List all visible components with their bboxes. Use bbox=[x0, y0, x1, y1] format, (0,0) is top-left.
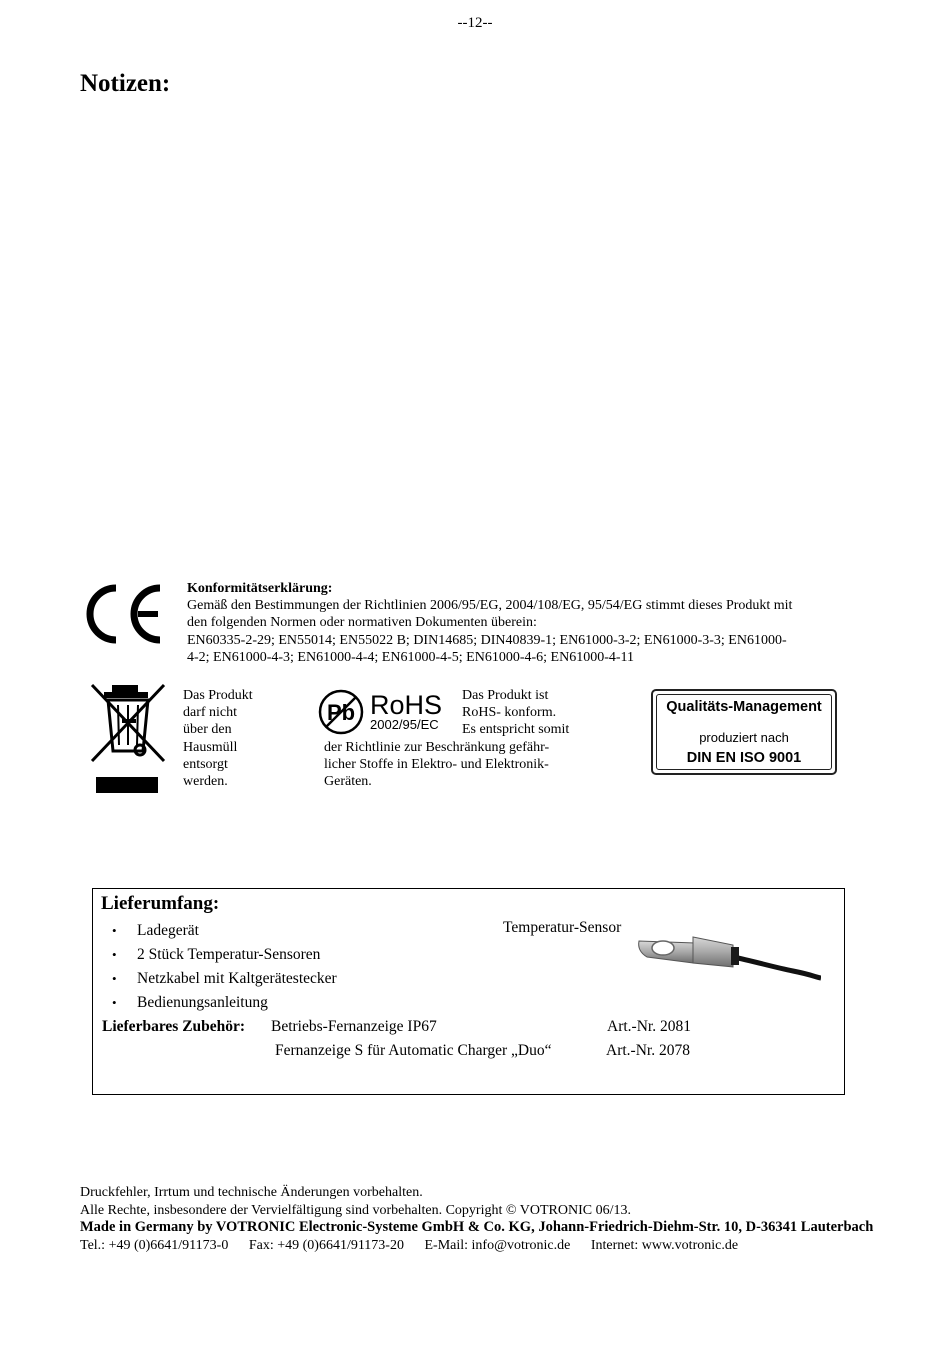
weee-line: über den bbox=[183, 722, 232, 738]
rohs-notice-bottom bbox=[324, 739, 624, 791]
conformity-line: 4-2; EN61000-4-3; EN61000-4-4; EN61000-4-5; EN61000-4-6; EN61000-4-11 bbox=[187, 649, 635, 665]
footer-fax: Fax: +49 (0)6641/91173-20 bbox=[248, 1237, 404, 1253]
list-item-text: Netzkabel mit Kaltgerätestecker bbox=[137, 970, 337, 987]
rohs-line: der Richtlinie zur Beschränkung gefähr- bbox=[324, 740, 550, 755]
footer-copyright: Alle Rechte, insbesondere der Vervielfältigung sind vorbehalten. Copyright © VOTRONIC 06/13. bbox=[80, 1202, 631, 1218]
rohs-line: RoHS- konform. bbox=[462, 705, 557, 721]
list-item-text: Bedienungsanleitung bbox=[137, 994, 268, 1011]
conformity-line: Gemäß den Bestimmungen der Richtlinien 2006/95/EG, 2004/108/EG, 95/54/EG stimmt dieses Produkt mit bbox=[187, 598, 793, 614]
footer-email: E-Mail: info@votronic.de bbox=[424, 1237, 571, 1253]
rohs-line: Es entspricht somit bbox=[462, 722, 570, 738]
delivery-title: Lieferumfang: bbox=[101, 893, 220, 914]
crossed-out-wheelie-bin-icon bbox=[88, 683, 168, 795]
conformity-line: EN60335-2-29; EN55014; EN55022 B; DIN14685; DIN40839-1; EN61000-3-2; EN61000-3-3; EN61000- bbox=[187, 632, 787, 648]
weee-line: entsorgt bbox=[183, 756, 228, 772]
conformity-declaration bbox=[187, 580, 867, 666]
list-item-text: 2 Stück Temperatur-Sensoren bbox=[137, 946, 321, 963]
quality-title: Qualitäts-Management bbox=[666, 699, 822, 715]
delivery-list bbox=[112, 919, 337, 1015]
footer bbox=[80, 1184, 873, 1254]
accessory-article-number: Art.-Nr. 2081 bbox=[607, 1018, 691, 1035]
bullet: • bbox=[112, 995, 117, 1010]
accessory-name: Betriebs-Fernanzeige IP67 bbox=[271, 1018, 437, 1035]
page-number: --12-- bbox=[457, 15, 493, 31]
accessories-label: Lieferbares Zubehör: bbox=[102, 1018, 246, 1035]
list-item bbox=[112, 943, 337, 967]
rohs-line: Geräten. bbox=[324, 774, 372, 790]
rohs-title-text: RoHS bbox=[370, 690, 443, 720]
rohs-directive-text: 2002/95/EC bbox=[370, 717, 439, 732]
footer-manufacturer: Made in Germany by VOTRONIC Electronic-Systeme GmbH & Co. KG, Johann-Friedrich-Diehm-Str. 10, D-36341 Lauterbach bbox=[80, 1219, 874, 1235]
bullet: • bbox=[112, 923, 117, 938]
ce-mark-icon bbox=[82, 582, 164, 646]
footer-contact bbox=[80, 1237, 873, 1255]
list-item bbox=[112, 919, 337, 943]
bullet: • bbox=[112, 971, 117, 986]
list-item-text: Ladegerät bbox=[137, 922, 199, 939]
list-item bbox=[112, 991, 337, 1015]
quality-standard: DIN EN ISO 9001 bbox=[686, 750, 802, 766]
list-item bbox=[112, 967, 337, 991]
weee-line: werden. bbox=[183, 774, 228, 790]
conformity-line: den folgenden Normen oder normativen Dokumenten überein: bbox=[187, 615, 537, 631]
weee-line: Das Produkt bbox=[183, 688, 253, 703]
sensor-label: Temperatur-Sensor bbox=[503, 919, 622, 936]
footer-tel: Tel.: +49 (0)6641/91173-0 bbox=[80, 1237, 229, 1253]
rohs-line: licher Stoffe in Elektro- und Elektronik- bbox=[324, 757, 549, 773]
bullet: • bbox=[112, 947, 117, 962]
notes-title: Notizen: bbox=[80, 70, 171, 97]
weee-notice bbox=[183, 687, 293, 790]
weee-line: darf nicht bbox=[183, 705, 238, 721]
accessory-name: Fernanzeige S für Automatic Charger „Duo“ bbox=[275, 1042, 552, 1059]
rohs-pb-text: Pb bbox=[326, 700, 356, 725]
weee-line: Hausmüll bbox=[183, 739, 238, 755]
footer-disclaimer: Druckfehler, Irrtum und technische Änderungen vorbehalten. bbox=[80, 1185, 423, 1200]
temperature-sensor-image bbox=[633, 923, 821, 983]
quality-subtitle: produziert nach bbox=[699, 730, 789, 745]
rohs-logo-icon bbox=[318, 686, 448, 736]
rohs-line: Das Produkt ist bbox=[462, 688, 549, 703]
accessory-article-number: Art.-Nr. 2078 bbox=[606, 1042, 690, 1059]
conformity-heading: Konformitätserklärung: bbox=[187, 581, 333, 596]
rohs-notice-top bbox=[462, 687, 632, 739]
footer-internet: Internet: www.votronic.de bbox=[590, 1237, 739, 1253]
quality-management-badge bbox=[651, 689, 837, 775]
